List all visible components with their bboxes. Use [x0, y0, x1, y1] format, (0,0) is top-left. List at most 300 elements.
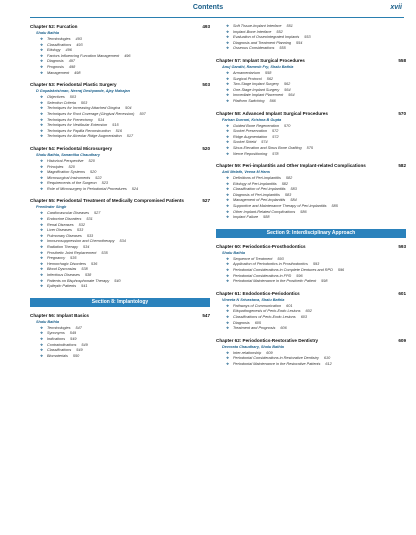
chapter-entry [216, 24, 406, 52]
section-heading-bar [216, 229, 406, 238]
topic-page-number: 515 [112, 123, 119, 128]
topic-title: Factors Influencing Furcation Management [47, 53, 120, 58]
diamond-bullet-icon: ❖ [40, 134, 44, 139]
topic-title: Infectious Diseases [47, 273, 80, 277]
chapter-entry [30, 146, 210, 193]
diamond-bullet-icon: ❖ [226, 350, 230, 355]
topic-page-number: 574 [261, 140, 268, 145]
diamond-bullet-icon: ❖ [226, 256, 230, 261]
chapter-authors: Anil Melath, Veena M Hans [222, 170, 270, 175]
chapter-entry [216, 111, 406, 158]
topic-list [216, 176, 406, 221]
topic-title: Hemorrhagic Disorders [47, 261, 87, 266]
diamond-bullet-icon: ❖ [40, 70, 44, 75]
diamond-bullet-icon: ❖ [40, 267, 44, 272]
page-header [0, 0, 416, 16]
topic-item [40, 187, 210, 193]
topic-page-number: 572 [271, 129, 279, 134]
topic-title: Classifications [47, 42, 72, 47]
topic-title: Two-Stage Implant Surgery [233, 82, 279, 87]
topic-page-number: 596 [296, 273, 303, 278]
topic-title: Patients on Bisphosphonate Therapy [47, 278, 110, 283]
header-rule [30, 17, 404, 18]
diamond-bullet-icon: ❖ [40, 256, 44, 261]
topic-page-number: 520 [89, 170, 97, 175]
section-heading: Section 8: Implantology [91, 299, 149, 306]
topic-title: Prosthetic Joint Replacement [47, 250, 97, 255]
right-column [216, 20, 406, 368]
topic-list [216, 351, 406, 368]
topic-page-number: 582 [281, 181, 289, 186]
topic-title: Periodontal Considerations in Restorative Dentistry [233, 356, 319, 361]
topic-title: Supportive and Maintenance Therapy of Peri-implantitis [233, 204, 327, 209]
topic-list [30, 211, 210, 289]
chapter-page-number: 601 [398, 290, 406, 296]
chapter-authors: Farhan Durrani, Krishna B Gupta [222, 117, 282, 122]
diamond-bullet-icon: ❖ [226, 215, 230, 220]
topic-item [40, 284, 210, 290]
diamond-bullet-icon: ❖ [40, 348, 44, 353]
diamond-bullet-icon: ❖ [40, 158, 44, 163]
topic-title: Blood Dyscrasias [47, 267, 77, 272]
diamond-bullet-icon: ❖ [40, 111, 44, 116]
topic-page-number: 517 [126, 134, 134, 139]
diamond-bullet-icon: ❖ [40, 273, 44, 277]
diamond-bullet-icon: ❖ [40, 217, 44, 222]
chapter-title: Chapter 61: Endodontics-Periodontics [216, 290, 300, 296]
topic-page-number: 602 [305, 309, 312, 314]
diamond-bullet-icon: ❖ [226, 76, 230, 81]
topic-title: Diagnosis and Treatment Planning [233, 40, 291, 45]
chapter-page-number: 527 [202, 198, 210, 204]
topic-title: Principles [47, 164, 64, 169]
diamond-bullet-icon: ❖ [226, 181, 230, 186]
topic-page-number: 503 [69, 95, 77, 100]
topic-title: Techniques for Increasing Attached Gingiva [47, 106, 121, 111]
chapter-authors: Anuj Gandhi, Ramesh Fry, Shalu Bathla [222, 64, 294, 69]
topic-title: Evaluation of Osseointegrated Implants [233, 35, 300, 40]
topic-title: Synonyms [47, 331, 65, 336]
topic-list [216, 257, 406, 285]
topic-title: Etiopathogenesis of Perio-Endo Lesions [233, 309, 301, 314]
diamond-bullet-icon: ❖ [40, 170, 44, 175]
page-number: xvii [390, 4, 402, 11]
topic-page-number: 520 [68, 164, 75, 169]
diamond-bullet-icon: ❖ [40, 342, 44, 347]
diamond-bullet-icon: ❖ [40, 42, 44, 47]
topic-title: Implant-Bone Interface [233, 29, 272, 34]
topic-page-number: 583 [284, 192, 292, 197]
topic-page-number: 536 [91, 261, 98, 266]
topic-title: Contraindications [47, 342, 77, 347]
chapter-page-number: 593 [398, 243, 406, 249]
chapter-title: Chapter 58: Advanced Implant Surgical Procedures [216, 110, 328, 116]
chapter-entry [30, 24, 210, 76]
topic-title: Renal Diseases [47, 222, 74, 227]
chapter-entry [216, 338, 406, 368]
topic-page-number: 553 [304, 35, 311, 40]
topic-title: Nerve Repositioning [233, 151, 268, 156]
topic-page-number: 493 [75, 37, 82, 41]
topic-page-number: 566 [269, 98, 276, 103]
diamond-bullet-icon: ❖ [40, 37, 44, 41]
topic-page-number: 564 [284, 87, 291, 92]
topic-title: Techniques for Frenectomy [47, 117, 93, 122]
topic-page-number: 609 [266, 350, 273, 355]
topic-list [216, 24, 406, 52]
diamond-bullet-icon: ❖ [40, 53, 44, 58]
topic-title: Inter-relationship [233, 350, 262, 355]
chapter-authors: Shalu Bathla [36, 31, 59, 35]
topic-page-number: 558 [265, 70, 272, 75]
diamond-bullet-icon: ❖ [40, 128, 44, 133]
topic-page-number: 527 [94, 211, 101, 216]
topic-page-number: 552 [276, 29, 283, 34]
chapter-title: Chapter 62: Periodontics-Restorative Dentistry [216, 337, 319, 343]
topic-page-number: 533 [86, 233, 94, 238]
diamond-bullet-icon: ❖ [226, 303, 230, 308]
chapter-page-number: 503 [202, 82, 210, 88]
diamond-bullet-icon: ❖ [226, 209, 230, 214]
page-title: Contents [192, 4, 224, 11]
chapter-page-number: 582 [398, 163, 406, 169]
diamond-bullet-icon: ❖ [40, 336, 44, 341]
topic-title: Socket Shield [233, 140, 257, 145]
topic-page-number: 562 [283, 82, 291, 87]
topic-page-number: 498 [74, 70, 81, 75]
chapter-page-number: 570 [398, 110, 406, 116]
chapter-page-number: 609 [398, 337, 406, 343]
topic-page-number: 549 [69, 331, 77, 336]
topic-item [40, 71, 210, 77]
topic-title: Armamentarium [233, 70, 261, 75]
diamond-bullet-icon: ❖ [226, 176, 230, 181]
topic-title: Biomaterials [47, 353, 68, 358]
topic-page-number: 554 [295, 40, 303, 45]
topic-title: Classifications [47, 348, 72, 353]
chapter-entry [216, 163, 406, 221]
topic-page-number: 516 [115, 128, 122, 133]
chapter-page-number: 558 [398, 57, 406, 63]
topic-title: Requirements of the Surgeon [47, 181, 97, 186]
topic-title: Terminologies [47, 325, 71, 330]
topic-item [226, 279, 406, 285]
chapter-authors: Devvrata Chaudhary, Shalu Bathla [222, 344, 284, 349]
chapter-title: Chapter 53: Periodontal Plastic Surgery [30, 82, 117, 88]
topic-page-number: 549 [70, 336, 77, 341]
topic-title: Pulmonary Diseases [47, 233, 82, 238]
topic-item [40, 134, 210, 140]
left-column [30, 20, 210, 359]
topic-title: Osseous Considerations [233, 46, 275, 51]
topic-title: Indications [47, 336, 66, 341]
topic-page-number: 612 [325, 361, 332, 366]
topic-page-number: 596 [337, 268, 345, 273]
topic-title: Immunosuppression and Chemotherapy [47, 239, 115, 244]
chapter-authors: Shalu Bathla, Sanantika Chaudhary [36, 152, 100, 157]
diamond-bullet-icon: ❖ [226, 29, 230, 34]
chapter-entry [30, 198, 210, 289]
diamond-bullet-icon: ❖ [40, 100, 44, 105]
topic-list [30, 37, 210, 76]
chapter-title: Chapter 57: Implant Surgical Procedures [216, 57, 305, 63]
chapter-entry [30, 313, 210, 360]
diamond-bullet-icon: ❖ [226, 361, 230, 366]
topic-page-number: 550 [72, 353, 80, 358]
topic-page-number: 582 [285, 176, 293, 181]
diamond-bullet-icon: ❖ [226, 123, 230, 128]
diamond-bullet-icon: ❖ [40, 239, 44, 244]
topic-title: Objectives [47, 95, 65, 100]
diamond-bullet-icon: ❖ [40, 353, 44, 358]
topic-title: Socket Preservation [233, 129, 267, 134]
topic-page-number: 522 [95, 175, 102, 180]
chapter-entry [216, 58, 406, 105]
chapter-title: Chapter 54: Periodontal Microsurgery [30, 145, 113, 151]
topic-page-number: 570 [284, 123, 291, 128]
diamond-bullet-icon: ❖ [226, 320, 230, 325]
chapter-authors: Shalu Bathla [36, 319, 59, 324]
topic-title: Classification of Peri-implantitis [233, 187, 286, 192]
chapter-page-number: 493 [202, 24, 210, 29]
topic-page-number: 588 [263, 215, 270, 220]
topic-page-number: 533 [76, 228, 84, 233]
topic-page-number: 547 [75, 325, 82, 330]
chapter-authors: Vineeta N Srivastava, Shalu Bathla [222, 297, 285, 302]
chapter-page-number: 547 [202, 312, 210, 318]
diamond-bullet-icon: ❖ [226, 134, 230, 139]
chapter-page-number: 520 [202, 145, 210, 151]
topic-title: Prognosis [47, 64, 64, 69]
diamond-bullet-icon: ❖ [40, 211, 44, 216]
topic-title: Periodontal Considerations in Complete Dentures and RPD [233, 268, 333, 273]
topic-item [226, 46, 406, 52]
topic-page-number: 532 [78, 222, 85, 227]
topic-page-number: 535 [70, 256, 77, 261]
topic-page-number: 524 [131, 186, 139, 191]
diamond-bullet-icon: ❖ [226, 82, 230, 87]
topic-title: Soft Tissue-Implant Interface [233, 24, 282, 28]
topic-title: Other Implant-Related Complications [233, 209, 296, 214]
topic-item [226, 362, 406, 368]
diamond-bullet-icon: ❖ [226, 187, 230, 192]
chapter-title: Chapter 60: Periodontics-Prosthodontics [216, 243, 306, 249]
diamond-bullet-icon: ❖ [226, 198, 230, 203]
topic-item [226, 215, 406, 221]
section-heading-bar [30, 298, 210, 307]
diamond-bullet-icon: ❖ [40, 64, 44, 69]
topic-page-number: 514 [97, 117, 105, 122]
diamond-bullet-icon: ❖ [40, 228, 44, 233]
diamond-bullet-icon: ❖ [226, 24, 230, 28]
topic-title: Role of Microsurgery in Periodontal Procedures [47, 186, 127, 191]
topic-list [30, 159, 210, 193]
topic-title: Sequence of Treatment [233, 256, 273, 261]
diamond-bullet-icon: ❖ [226, 98, 230, 103]
diamond-bullet-icon: ❖ [40, 59, 44, 64]
diamond-bullet-icon: ❖ [226, 40, 230, 45]
topic-item [226, 99, 406, 105]
topic-page-number: 541 [81, 284, 88, 289]
topic-title: Techniques for Alveolar Ridge Augmentation [47, 134, 122, 139]
topic-item [226, 326, 406, 332]
topic-title: Terminologies [47, 37, 71, 41]
diamond-bullet-icon: ❖ [40, 331, 44, 336]
topic-page-number: 586 [300, 209, 307, 214]
topic-page-number: 549 [81, 342, 88, 347]
diamond-bullet-icon: ❖ [40, 181, 44, 186]
topic-page-number: 534 [83, 245, 90, 250]
diamond-bullet-icon: ❖ [226, 46, 230, 51]
topic-page-number: 578 [272, 151, 279, 156]
diamond-bullet-icon: ❖ [40, 123, 44, 128]
topic-page-number: 497 [68, 59, 76, 64]
topic-page-number: 562 [266, 76, 274, 81]
diamond-bullet-icon: ❖ [40, 250, 44, 255]
chapter-entry [30, 82, 210, 140]
diamond-bullet-icon: ❖ [40, 278, 44, 283]
topic-title: Techniques for Root Coverage (Gingival Recession) [47, 111, 135, 116]
topic-title: One-Stage Implant Surgery [233, 87, 280, 92]
diamond-bullet-icon: ❖ [40, 48, 44, 53]
topic-page-number: 534 [119, 239, 126, 244]
topic-page-number: 503 [80, 100, 88, 105]
topic-list [216, 71, 406, 105]
topic-page-number: 583 [290, 187, 297, 192]
topic-list [30, 326, 210, 360]
topic-title: Selection Criteria [47, 100, 76, 105]
topic-page-number: 496 [65, 48, 72, 53]
diamond-bullet-icon: ❖ [226, 129, 230, 134]
chapter-authors: D Gopalakrishnan, Neeraj Deshpande, Ajay Mahajan [36, 89, 130, 94]
section-heading: Section 9: Interdisciplinary Approach [266, 230, 356, 237]
topic-title: Periodontal Maintenance in the Restorative Patients [233, 361, 321, 366]
diamond-bullet-icon: ❖ [226, 93, 230, 98]
diamond-bullet-icon: ❖ [226, 262, 230, 267]
diamond-bullet-icon: ❖ [40, 164, 44, 169]
diamond-bullet-icon: ❖ [226, 204, 230, 209]
topic-title: Epileptic Patients [47, 284, 77, 289]
topic-item [40, 354, 210, 360]
diamond-bullet-icon: ❖ [226, 268, 230, 273]
topic-item [226, 152, 406, 158]
diamond-bullet-icon: ❖ [226, 309, 230, 314]
chapter-title: Chapter 52: Furcation [30, 24, 78, 29]
chapter-authors: Preetinder Singh [36, 205, 67, 210]
topic-list [216, 304, 406, 332]
topic-title: Treatment and Prognosis [233, 326, 276, 331]
topic-title: Etiology of Peri-implantitis [233, 181, 277, 186]
chapter-authors: Shalu Bathla [222, 250, 245, 255]
topic-page-number: 498 [68, 64, 76, 69]
topic-title: Historical Perspective [47, 158, 84, 163]
topic-title: Classifications of Perio-Endo Lesions [233, 315, 296, 319]
topic-title: Pregnancy [47, 256, 66, 261]
topic-page-number: 593 [312, 262, 320, 267]
diamond-bullet-icon: ❖ [226, 192, 230, 197]
topic-page-number: 610 [323, 356, 331, 361]
diamond-bullet-icon: ❖ [40, 106, 44, 111]
topic-page-number: 507 [139, 111, 146, 116]
topic-title: Pathways of Communication [233, 303, 282, 308]
topic-title: Periodontal Considerations in FPD [233, 273, 292, 278]
diamond-bullet-icon: ❖ [40, 95, 44, 100]
diamond-bullet-icon: ❖ [226, 315, 230, 319]
chapter-title: Chapter 59: Peri-implantitis and Other Implant-related Complications [216, 163, 366, 169]
topic-page-number: 535 [101, 250, 108, 255]
diamond-bullet-icon: ❖ [40, 186, 44, 191]
topic-list [30, 95, 210, 140]
topic-title: Endocrine Disorders [47, 217, 82, 222]
topic-title: Management [47, 70, 70, 75]
chapter-title: Chapter 55: Periodontal Treatment of Medically Compromised Patients [30, 198, 184, 204]
topic-title: Etiology [47, 48, 61, 53]
topic-title: Microsurgical Instruments [47, 175, 91, 180]
diamond-bullet-icon: ❖ [226, 326, 230, 331]
diamond-bullet-icon: ❖ [40, 117, 44, 122]
topic-page-number: 504 [125, 106, 132, 111]
diamond-bullet-icon: ❖ [40, 261, 44, 266]
topic-title: Immediate Implant Placement [233, 93, 284, 98]
topic-title: Application of Periodontics in Prosthodontics [233, 262, 308, 267]
topic-title: Definitions of Peri-implantitis [233, 176, 281, 181]
topic-title: Management of Peri-implantitis [233, 198, 286, 203]
topic-list [216, 124, 406, 158]
diamond-bullet-icon: ❖ [40, 284, 44, 289]
topic-title: Magnification Systems [47, 170, 85, 175]
topic-page-number: 531 [86, 217, 93, 222]
topic-title: Surgical Protocol [233, 76, 262, 81]
chapter-entry [216, 291, 406, 332]
chapter-title: Chapter 56: Implant Basics [30, 312, 89, 318]
topic-title: Ridge Augmentation [233, 134, 268, 139]
diamond-bullet-icon: ❖ [40, 233, 44, 238]
diamond-bullet-icon: ❖ [40, 245, 44, 250]
topic-page-number: 496 [124, 53, 131, 58]
topic-title: Sinus Elevation and Sinus Bone Grafting [233, 145, 302, 150]
diamond-bullet-icon: ❖ [226, 70, 230, 75]
diamond-bullet-icon: ❖ [226, 151, 230, 156]
topic-title: Guided Bone Regeneration [233, 123, 280, 128]
topic-page-number: 520 [88, 158, 95, 163]
diamond-bullet-icon: ❖ [226, 87, 230, 92]
topic-title: Techniques for Vestibular Extension [47, 123, 108, 128]
topic-page-number: 540 [114, 278, 121, 283]
diamond-bullet-icon: ❖ [226, 140, 230, 145]
diamond-bullet-icon: ❖ [226, 273, 230, 278]
topic-title: Cardiovascular Diseases [47, 211, 89, 216]
topic-page-number: 605 [254, 320, 262, 325]
topic-page-number: 593 [277, 256, 284, 261]
topic-page-number: 564 [288, 93, 295, 98]
topic-page-number: 551 [286, 24, 293, 28]
topic-page-number: 575 [306, 145, 313, 150]
topic-page-number: 606 [280, 326, 287, 331]
diamond-bullet-icon: ❖ [40, 325, 44, 330]
topic-page-number: 538 [84, 273, 92, 277]
topic-title: Platform Switching [233, 98, 265, 103]
diamond-bullet-icon: ❖ [40, 175, 44, 180]
topic-page-number: 549 [76, 348, 83, 353]
topic-page-number: 538 [81, 267, 88, 272]
topic-page-number: 603 [300, 315, 308, 319]
diamond-bullet-icon: ❖ [40, 222, 44, 227]
topic-title: Techniques for Papilla Reconstruction [47, 128, 111, 133]
topic-page-number: 555 [279, 46, 286, 51]
topic-title: Implant Failure [233, 215, 259, 220]
topic-title: Radiation Therapy [47, 245, 79, 250]
topic-page-number: 584 [290, 198, 297, 203]
